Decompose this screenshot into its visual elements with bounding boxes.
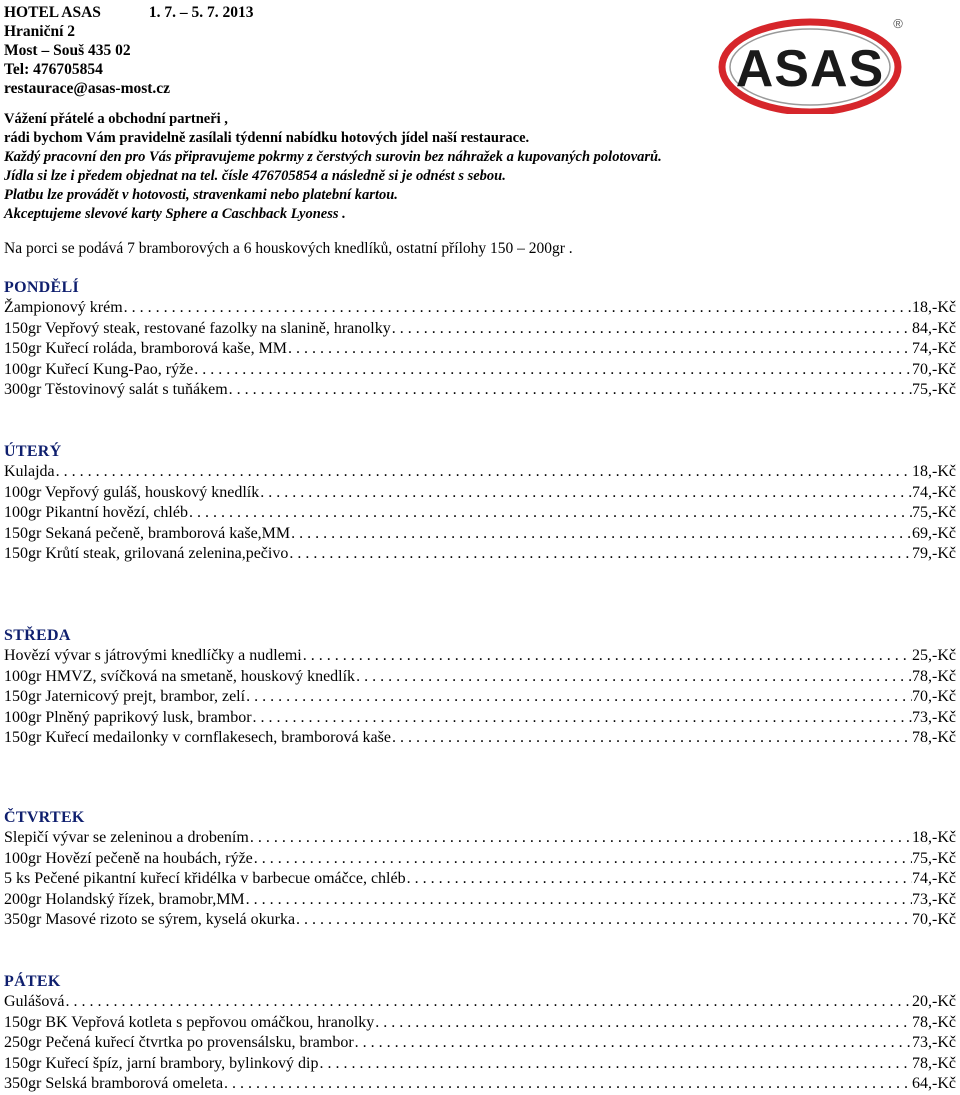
dish-name: 150gr Kuřecí medailonky v cornflakesech, bramborová kaše xyxy=(4,729,391,747)
dish-price: 73,-Kč xyxy=(912,890,956,908)
dish-price: 70,-Kč xyxy=(912,360,956,378)
dish-name: 100gr Pikantní hovězí, chléb xyxy=(4,504,188,522)
dish-name: 250gr Pečená kuřecí čtvrtka po provensálsku, brambor xyxy=(4,1034,354,1052)
dish-name: 150gr Krůtí steak, grilovaná zelenina,pečivo xyxy=(4,545,289,563)
leader-dots xyxy=(391,319,912,340)
dish-price: 78,-Kč xyxy=(912,1054,956,1072)
dish-name: 5 ks Pečené pikantní kuřecí křidélka v barbecue omáčce, chléb xyxy=(4,870,406,888)
menu-item xyxy=(4,708,956,729)
dish-price: 70,-Kč xyxy=(912,688,956,706)
dish-price: 74,-Kč xyxy=(912,870,956,888)
leader-dots xyxy=(228,380,912,401)
dish-price: 75,-Kč xyxy=(912,381,956,399)
menu-item xyxy=(4,1054,956,1075)
menu-item xyxy=(4,483,956,504)
dish-name: 150gr Kuřecí špíz, jarní brambory, bylinkový dip xyxy=(4,1054,319,1072)
day-title: STŘEDA xyxy=(4,627,71,644)
leader-dots xyxy=(259,483,912,504)
leader-dots xyxy=(64,992,912,1013)
dish-name: 200gr Holandský řízek, bramobr,MM xyxy=(4,890,245,908)
intro-line: Každý pracovní den pro Vás připravujeme pokrmy z čerstvých surovin bez náhražek a kupovaných polotovarů. xyxy=(4,149,662,165)
intro-line: Akceptujeme slevové karty Sphere a Caschback Lyoness . xyxy=(4,206,346,222)
svg-text:®: ® xyxy=(893,16,903,31)
hotel-header xyxy=(4,3,564,98)
day-title: PONDĚLÍ xyxy=(4,279,79,296)
leader-dots xyxy=(193,360,912,381)
leader-dots xyxy=(391,728,912,749)
dish-name: 150gr Kuřecí roláda, bramborová kaše, MM xyxy=(4,340,288,358)
dish-price: 75,-Kč xyxy=(912,504,956,522)
portion-note: Na porci se podává 7 bramborových a 6 houskových knedlíků, ostatní přílohy 150 – 200gr . xyxy=(4,240,573,257)
leader-dots xyxy=(295,910,912,931)
menu-item xyxy=(4,849,956,870)
menu-item xyxy=(4,687,956,708)
dish-name: 350gr Masové rizoto se sýrem, kyselá okurka xyxy=(4,911,296,929)
dish-name: 150gr Sekaná pečeně, bramborová kaše,MM xyxy=(4,524,291,542)
menu-item xyxy=(4,524,956,545)
leader-dots xyxy=(253,849,912,870)
dish-price: 69,-Kč xyxy=(912,524,956,542)
dish-price: 18,-Kč xyxy=(912,829,956,846)
menu-item xyxy=(4,360,956,381)
dish-price: 78,-Kč xyxy=(912,667,956,685)
day-title: ČTVRTEK xyxy=(4,809,85,826)
menu-item xyxy=(4,1033,956,1054)
intro-text xyxy=(4,110,904,224)
leader-dots xyxy=(374,1013,912,1034)
menu-item xyxy=(4,992,956,1013)
menu-item xyxy=(4,828,956,849)
day-section-wednesday xyxy=(4,625,956,749)
dish-price: 25,-Kč xyxy=(912,647,956,664)
dish-name: 100gr Vepřový guláš, houskový knedlík xyxy=(4,483,260,501)
dish-price: 78,-Kč xyxy=(912,1013,956,1031)
intro-line: Vážení přátelé a obchodní partneři , xyxy=(4,111,228,127)
menu-item xyxy=(4,380,956,401)
leader-dots xyxy=(252,708,912,729)
leader-dots xyxy=(55,462,912,483)
dish-name: Hovězí vývar s játrovými knedlíčky a nudlemi xyxy=(4,647,302,664)
dish-name: 100gr Plněný paprikový lusk, brambor xyxy=(4,708,252,726)
leader-dots xyxy=(245,687,912,708)
menu-item xyxy=(4,503,956,524)
day-title: ÚTERÝ xyxy=(4,443,62,460)
dish-name: 300gr Těstovinový salát s tuňákem xyxy=(4,381,228,399)
leader-dots xyxy=(287,339,912,360)
menu-item xyxy=(4,298,956,319)
day-section-thursday xyxy=(4,807,956,931)
day-section-tuesday xyxy=(4,441,956,565)
leader-dots xyxy=(123,298,912,319)
day-section-friday xyxy=(4,971,956,1095)
hotel-name-line xyxy=(4,3,564,22)
leader-dots xyxy=(318,1054,912,1075)
menu-item xyxy=(4,319,956,340)
asas-logo xyxy=(718,14,908,114)
leader-dots xyxy=(354,1033,912,1054)
menu-item xyxy=(4,890,956,911)
menu-item xyxy=(4,728,956,749)
leader-dots xyxy=(188,503,912,524)
dish-price: 18,-Kč xyxy=(912,299,956,316)
dish-name: 150gr BK Vepřová kotleta s pepřovou omáčkou, hranolky xyxy=(4,1013,375,1031)
leader-dots xyxy=(245,890,912,911)
dish-price: 75,-Kč xyxy=(912,849,956,867)
menu-item xyxy=(4,667,956,688)
dish-name: 150gr Jaternicový prejt, brambor, zelí xyxy=(4,688,246,706)
leader-dots xyxy=(249,828,912,849)
leader-dots xyxy=(406,869,912,890)
menu-item xyxy=(4,1013,956,1034)
menu-date-range: 1. 7. – 5. 7. 2013 xyxy=(148,4,254,21)
dish-name: Slepičí vývar se zeleninou a drobením xyxy=(4,829,249,846)
menu-item xyxy=(4,462,956,483)
dish-price: 73,-Kč xyxy=(912,1034,956,1052)
dish-price: 79,-Kč xyxy=(912,545,956,563)
menu-item xyxy=(4,339,956,360)
intro-line: Jídla si lze i předem objednat na tel. čísle 476705854 a následně si je odnést s sebou. xyxy=(4,168,506,184)
intro-line: Platbu lze provádět v hotovosti, stravenkami nebo platební kartou. xyxy=(4,187,398,203)
dish-name: 350gr Selská bramborová omeleta xyxy=(4,1075,224,1093)
dish-price: 18,-Kč xyxy=(912,463,956,480)
dish-name: Žampionový krém xyxy=(4,299,123,316)
dish-price: 70,-Kč xyxy=(912,911,956,929)
hotel-city: Most – Souš 435 02 xyxy=(4,42,131,59)
hotel-name: HOTEL ASAS xyxy=(4,4,101,21)
dish-price: 73,-Kč xyxy=(912,708,956,726)
hotel-email: restaurace@asas-most.cz xyxy=(4,80,171,97)
hotel-phone: Tel: 476705854 xyxy=(4,61,103,78)
menu-item xyxy=(4,869,956,890)
menu-item xyxy=(4,1074,956,1095)
dish-price: 78,-Kč xyxy=(912,729,956,747)
menu-item xyxy=(4,910,956,931)
leader-dots xyxy=(290,524,912,545)
menu-item xyxy=(4,646,956,667)
leader-dots xyxy=(355,667,912,688)
intro-line: rádi bychom Vám pravidelně zasílali týdenní nabídku hotových jídel naší restaurace. xyxy=(4,130,530,146)
dish-name: 100gr Kuřecí Kung-Pao, rýže xyxy=(4,360,194,378)
dish-name: Gulášová xyxy=(4,993,65,1010)
leader-dots xyxy=(288,544,912,565)
dish-name: 100gr Hovězí pečeně na houbách, rýže xyxy=(4,849,253,867)
dish-name: 100gr HMVZ, svíčková na smetaně, houskový knedlík xyxy=(4,667,356,685)
dish-price: 20,-Kč xyxy=(912,993,956,1010)
dish-price: 84,-Kč xyxy=(912,319,956,337)
dish-name: 150gr Vepřový steak, restované fazolky na slanině, hranolky xyxy=(4,319,391,337)
leader-dots xyxy=(302,646,912,667)
hotel-street: Hraniční 2 xyxy=(4,23,76,40)
day-title: PÁTEK xyxy=(4,973,61,990)
day-section-monday xyxy=(4,277,956,401)
dish-name: Kulajda xyxy=(4,463,55,480)
dish-price: 64,-Kč xyxy=(912,1075,956,1093)
leader-dots xyxy=(223,1074,912,1095)
dish-price: 74,-Kč xyxy=(912,483,956,501)
dish-price: 74,-Kč xyxy=(912,340,956,358)
menu-item xyxy=(4,544,956,565)
svg-text:ASAS: ASAS xyxy=(735,40,885,98)
